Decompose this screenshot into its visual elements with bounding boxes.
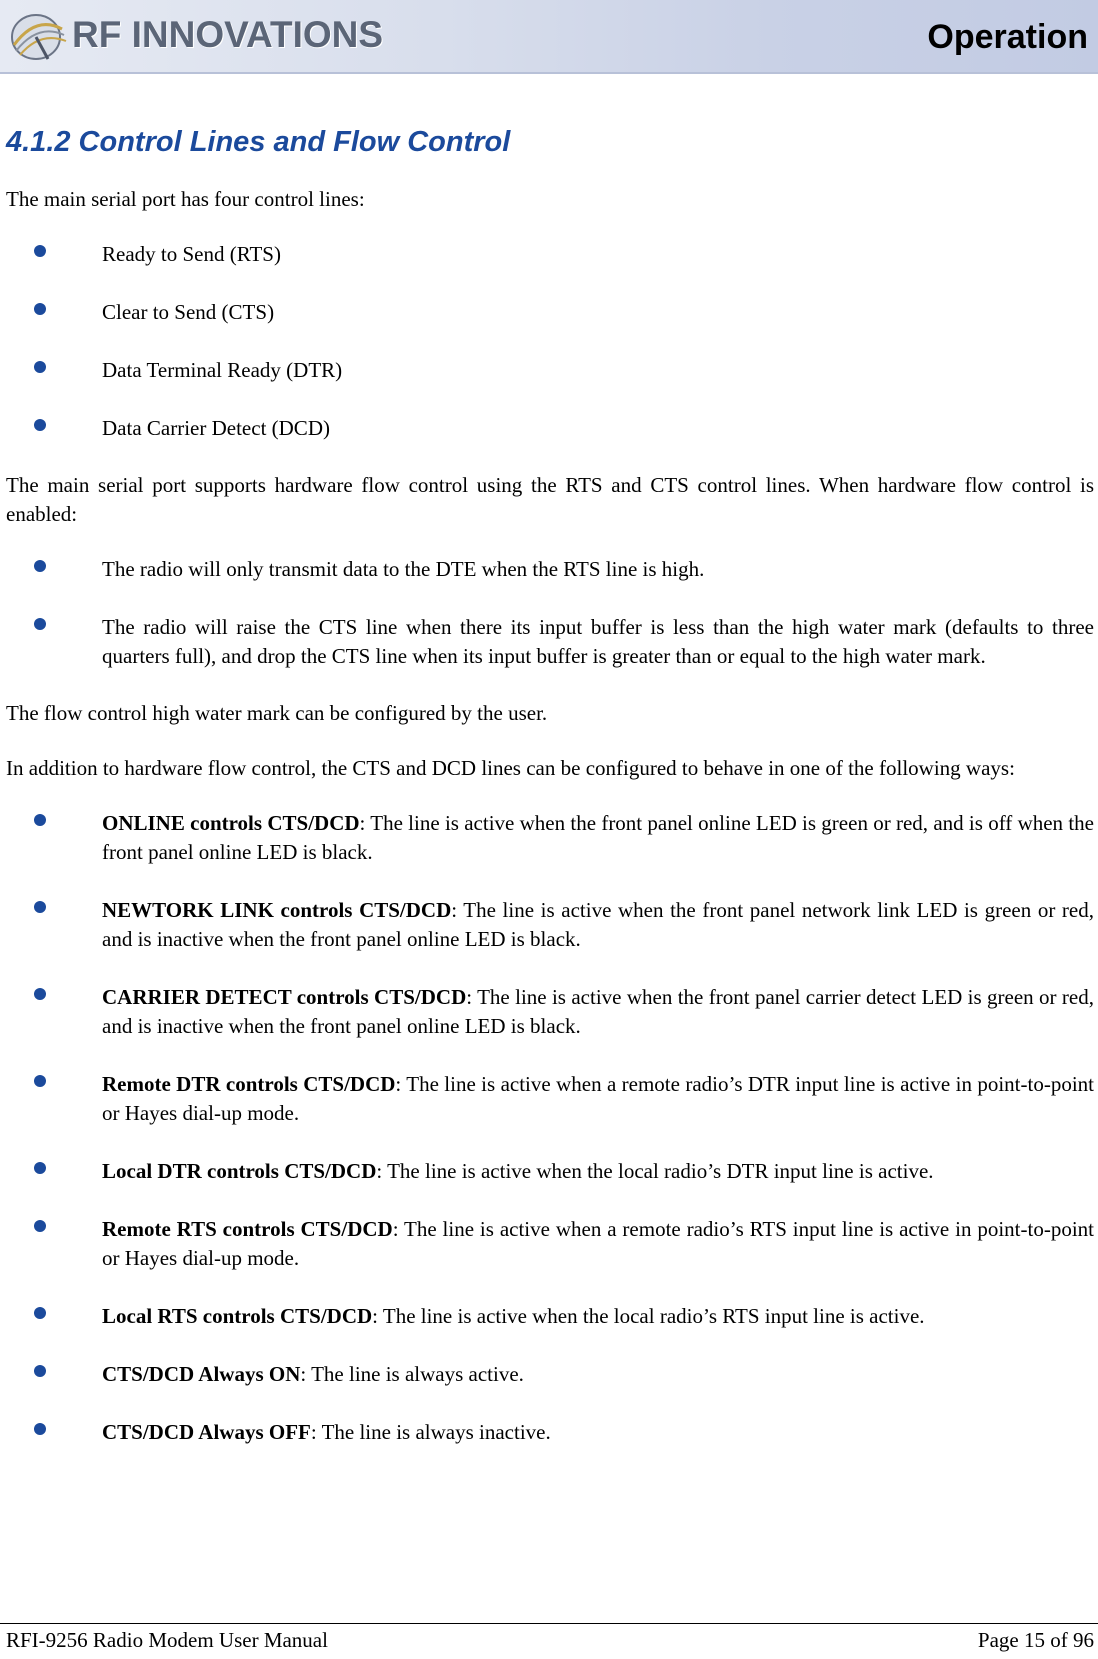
mode-desc: : The line is active when the front panel online LED is green or red, and is off when the front panel online LED is black. (102, 811, 1094, 864)
mode-desc: : The line is always active. (300, 1362, 524, 1386)
bullet-icon (34, 245, 46, 257)
bullet-icon (34, 303, 46, 315)
company-logo (6, 2, 383, 68)
bullet-icon (34, 361, 46, 373)
list-item (6, 809, 1094, 867)
footer-divider (0, 1623, 1098, 1624)
mode-desc: : The line is always inactive. (310, 1420, 551, 1444)
page-header (0, 0, 1098, 74)
mode-term: NEWTORK LINK controls CTS/DCD (102, 898, 452, 922)
mode-term: ONLINE controls CTS/DCD (102, 811, 360, 835)
section-title: 4.1.2 Control Lines and Flow Control (6, 126, 511, 158)
mode-desc: : The line is active when the front panel network link LED is green or red, and is inactive when the front panel online LED is black. (102, 898, 1094, 951)
bullet-icon (34, 560, 46, 572)
dish-logo-icon (6, 5, 70, 65)
modes-list (6, 809, 1094, 1447)
intro-control-lines: The main serial port has four control lines: (6, 187, 365, 211)
mode-term: CARRIER DETECT controls CTS/DCD (102, 985, 467, 1009)
mode-term: CTS/DCD Always ON (102, 1362, 301, 1386)
section-label: Operation (927, 18, 1088, 56)
list-item: Ready to Send (RTS) (6, 240, 1094, 269)
bullet-icon (34, 419, 46, 431)
flow-control-list (6, 555, 1094, 671)
list-item: Data Terminal Ready (DTR) (6, 356, 1094, 385)
mode-term: Local DTR controls CTS/DCD (102, 1159, 377, 1183)
list-item: The radio will raise the CTS line when there its input buffer is less than the high water mark (defaults to three quarters full), and drop the CTS line when its input buffer is greater than or equal to the high water mark. (6, 613, 1094, 671)
list-item: The radio will only transmit data to the DTE when the RTS line is high. (6, 555, 1094, 584)
list-item (6, 983, 1094, 1041)
list-item (6, 1302, 1094, 1331)
list-item (6, 1215, 1094, 1273)
config-paragraph: In addition to hardware flow control, the CTS and DCD lines can be configured to behave in one of the following ways: (6, 756, 1015, 780)
list-item: Clear to Send (CTS) (6, 298, 1094, 327)
mode-desc: : The line is active when the front panel carrier detect LED is green or red, and is inactive when the front panel online LED is black. (102, 985, 1094, 1038)
bullet-icon (34, 901, 46, 913)
mode-term: CTS/DCD Always OFF (102, 1420, 311, 1444)
footer-manual-title: RFI-9256 Radio Modem User Manual (6, 1628, 328, 1652)
logo-text: RF INNOVATIONS (72, 14, 384, 55)
bullet-icon (34, 1162, 46, 1174)
bullet-icon (34, 1220, 46, 1232)
mode-term: Remote RTS controls CTS/DCD (102, 1217, 393, 1241)
bullet-icon (34, 1307, 46, 1319)
mode-desc: : The line is active when the local radio’s DTR input line is active. (376, 1159, 934, 1183)
list-item (6, 1070, 1094, 1128)
control-lines-list (6, 240, 1094, 443)
list-item: Data Carrier Detect (DCD) (6, 414, 1094, 443)
intro-flow-control: The main serial port supports hardware flow control using the RTS and CTS control lines. When hardware flow control is enabled: (6, 473, 1094, 526)
list-item (6, 1418, 1094, 1447)
list-item (6, 896, 1094, 954)
bullet-icon (34, 618, 46, 630)
list-item (6, 1360, 1094, 1389)
bullet-icon (34, 814, 46, 826)
list-item (6, 1157, 1094, 1186)
mode-desc: : The line is active when a remote radio’s RTS input line is active in point-to-point or Hayes dial-up mode. (102, 1217, 1094, 1270)
page-content (6, 126, 1094, 1475)
bullet-icon (34, 1423, 46, 1435)
mode-desc: : The line is active when a remote radio’s DTR input line is active in point-to-point or Hayes dial-up mode. (102, 1072, 1094, 1125)
mode-desc: : The line is active when the local radio’s RTS input line is active. (372, 1304, 925, 1328)
mode-term: Remote DTR controls CTS/DCD (102, 1072, 396, 1096)
mode-term: Local RTS controls CTS/DCD (102, 1304, 373, 1328)
footer-page-number: Page 15 of 96 (977, 1628, 1094, 1652)
bullet-icon (34, 1075, 46, 1087)
high-water-paragraph: The flow control high water mark can be configured by the user. (6, 701, 548, 725)
bullet-icon (34, 988, 46, 1000)
bullet-icon (34, 1365, 46, 1377)
